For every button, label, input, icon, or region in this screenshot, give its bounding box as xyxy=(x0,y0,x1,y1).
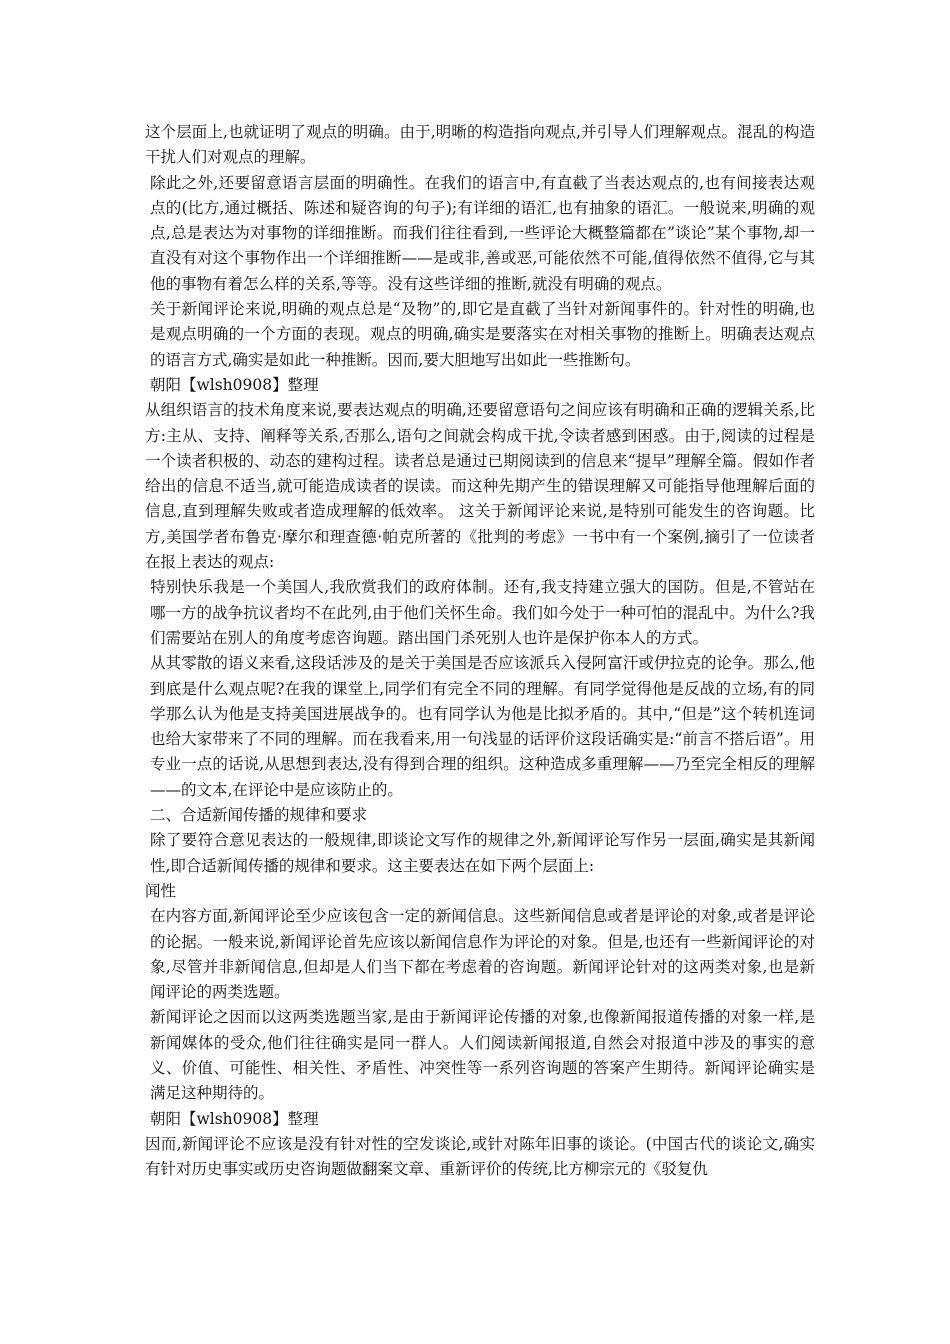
paragraph: 除此之外,还要留意语言层面的明确性。在我们的语言中,有直截了当表达观点的,也有间接表达观点的(比方,通过概括、陈述和疑咨询的句子);有详细的语汇,也有抽象的语汇。一般说来,明确的观点,总是表达为对事物的详细推断。而我们往往看到,一些评论大概整篇都在”谈论”某个事物,却一直没有对这个事物作出一个详细推断——是或非,善或恶,可能依然不可能,值得依然不值得,它与其他的事物有着怎么样的关系,等等。没有这些详细的推断,就没有明确的观点。 xyxy=(150,173,815,293)
paragraph: 从组织语言的技术角度来说,要表达观点的明确,还要留意语句之间应该有明确和正确的逻辑关系,比方:主从、支持、阐释等关系,否那么,语句之间就会构成干扰,令读者感到困惑。由于,阅读的过程是一个读者积极的、动态的建构过程。读者总是通过已期阅读到的信息来“提早”理解全篇。假如作者给出的信息不适当,就可能造成读者的误读。而这种先期产生的错误理解又可能指导他理解后面的信息,直到理解失败或者造成理解的低效率。 这关于新闻评论来说,是特别可能发生的咨询题。比方,美国学者布鲁克·摩尔和理查德·帕克所著的《批判的考虑》一书中有一个案例,摘引了一位读者在报上表达的观点: xyxy=(145,401,815,572)
quoted-paragraph: 特别快乐我是一个美国人,我欣赏我们的政府体制。还有,我支持建立强大的国防。但是,不管站在哪一方的战争抗议者均不在此列,由于他们关怀生命。我们如今处于一种可怕的混乱中。为什么?我们需要站在别人的角度考虑咨询题。踏出国门杀死别人也许是保护你本人的方式。 xyxy=(150,578,815,647)
source-credit: 朝阳【wlsh0908】整理 xyxy=(150,375,319,394)
subsection-heading: 闻性 xyxy=(145,881,177,900)
paragraph: 从其零散的语义来看,这段话涉及的是关于美国是否应该派兵入侵阿富汗或伊拉克的论争。那么,他到底是什么观点呢?在我的课堂上,同学们有完全不同的理解。有同学觉得他是反战的立场,有的同学那么认为他是支持美国进展战争的。也有同学认为他是比拟矛盾的。其中,“但是”这个转机连词也给大家带来了不同的理解。而在我看来,用一句浅显的话评价这段话确实是:“前言不搭后语”。用专业一点的话说,从思想到表达,没有得到合理的组织。这种造成多重理解——乃至完全相反的理解——的文本,在评论中是应该防止的。 xyxy=(150,654,815,799)
paragraph: 在内容方面,新闻评论至少应该包含一定的新闻信息。这些新闻信息或者是评论的对象,或者是评论的论据。一般来说,新闻评论首先应该以新闻信息作为评论的对象。但是,也还有一些新闻评论的对象,尽管并非新闻信息,但却是人们当下都在考虑着的咨询题。新闻评论针对的这两类对象,也是新闻评论的两类选题。 xyxy=(150,907,815,1002)
paragraph: 新闻评论之因而以这两类选题当家,是由于新闻评论传播的对象,也像新闻报道传播的对象一样,是新闻媒体的受众,他们往往确实是同一群人。人们阅读新闻报道,自然会对报道中涉及的事实的意义、价值、可能性、相关性、矛盾性、冲突性等一系列咨询题的答案产生期待。新闻评论确实是满足这种期待的。 xyxy=(150,1008,815,1103)
document-page xyxy=(145,120,815,1182)
source-credit: 朝阳【wlsh0908】整理 xyxy=(150,1109,319,1128)
paragraph: 因而,新闻评论不应该是没有针对性的空发谈论,或针对陈年旧事的谈论。(中国古代的谈论文,确实有针对历史事实或历史咨询题做翻案文章、重新评价的传统,比方柳宗元的《驳复仇 xyxy=(145,1134,815,1179)
paragraph: 除了要符合意见表达的一般规律,即谈论文写作的规律之外,新闻评论写作另一层面,确实是其新闻性,即合适新闻传播的规律和要求。这主要表达在如下两个层面上: xyxy=(150,831,815,875)
paragraph: 这个层面上,也就证明了观点的明确。由于,明晰的构造指向观点,并引导人们理解观点。混乱的构造干扰人们对观点的理解。 xyxy=(145,123,815,167)
paragraph: 关于新闻评论来说,明确的观点总是“及物”的,即它是直截了当针对新闻事件的。针对性的明确,也是观点明确的一个方面的表现。观点的明确,确实是要落实在对相关事物的推断上。明确表达观点的语言方式,确实是如此一种推断。因而,要大胆地写出如此一些推断句。 xyxy=(150,300,815,369)
section-heading: 二、合适新闻传播的规律和要求 xyxy=(150,806,368,825)
